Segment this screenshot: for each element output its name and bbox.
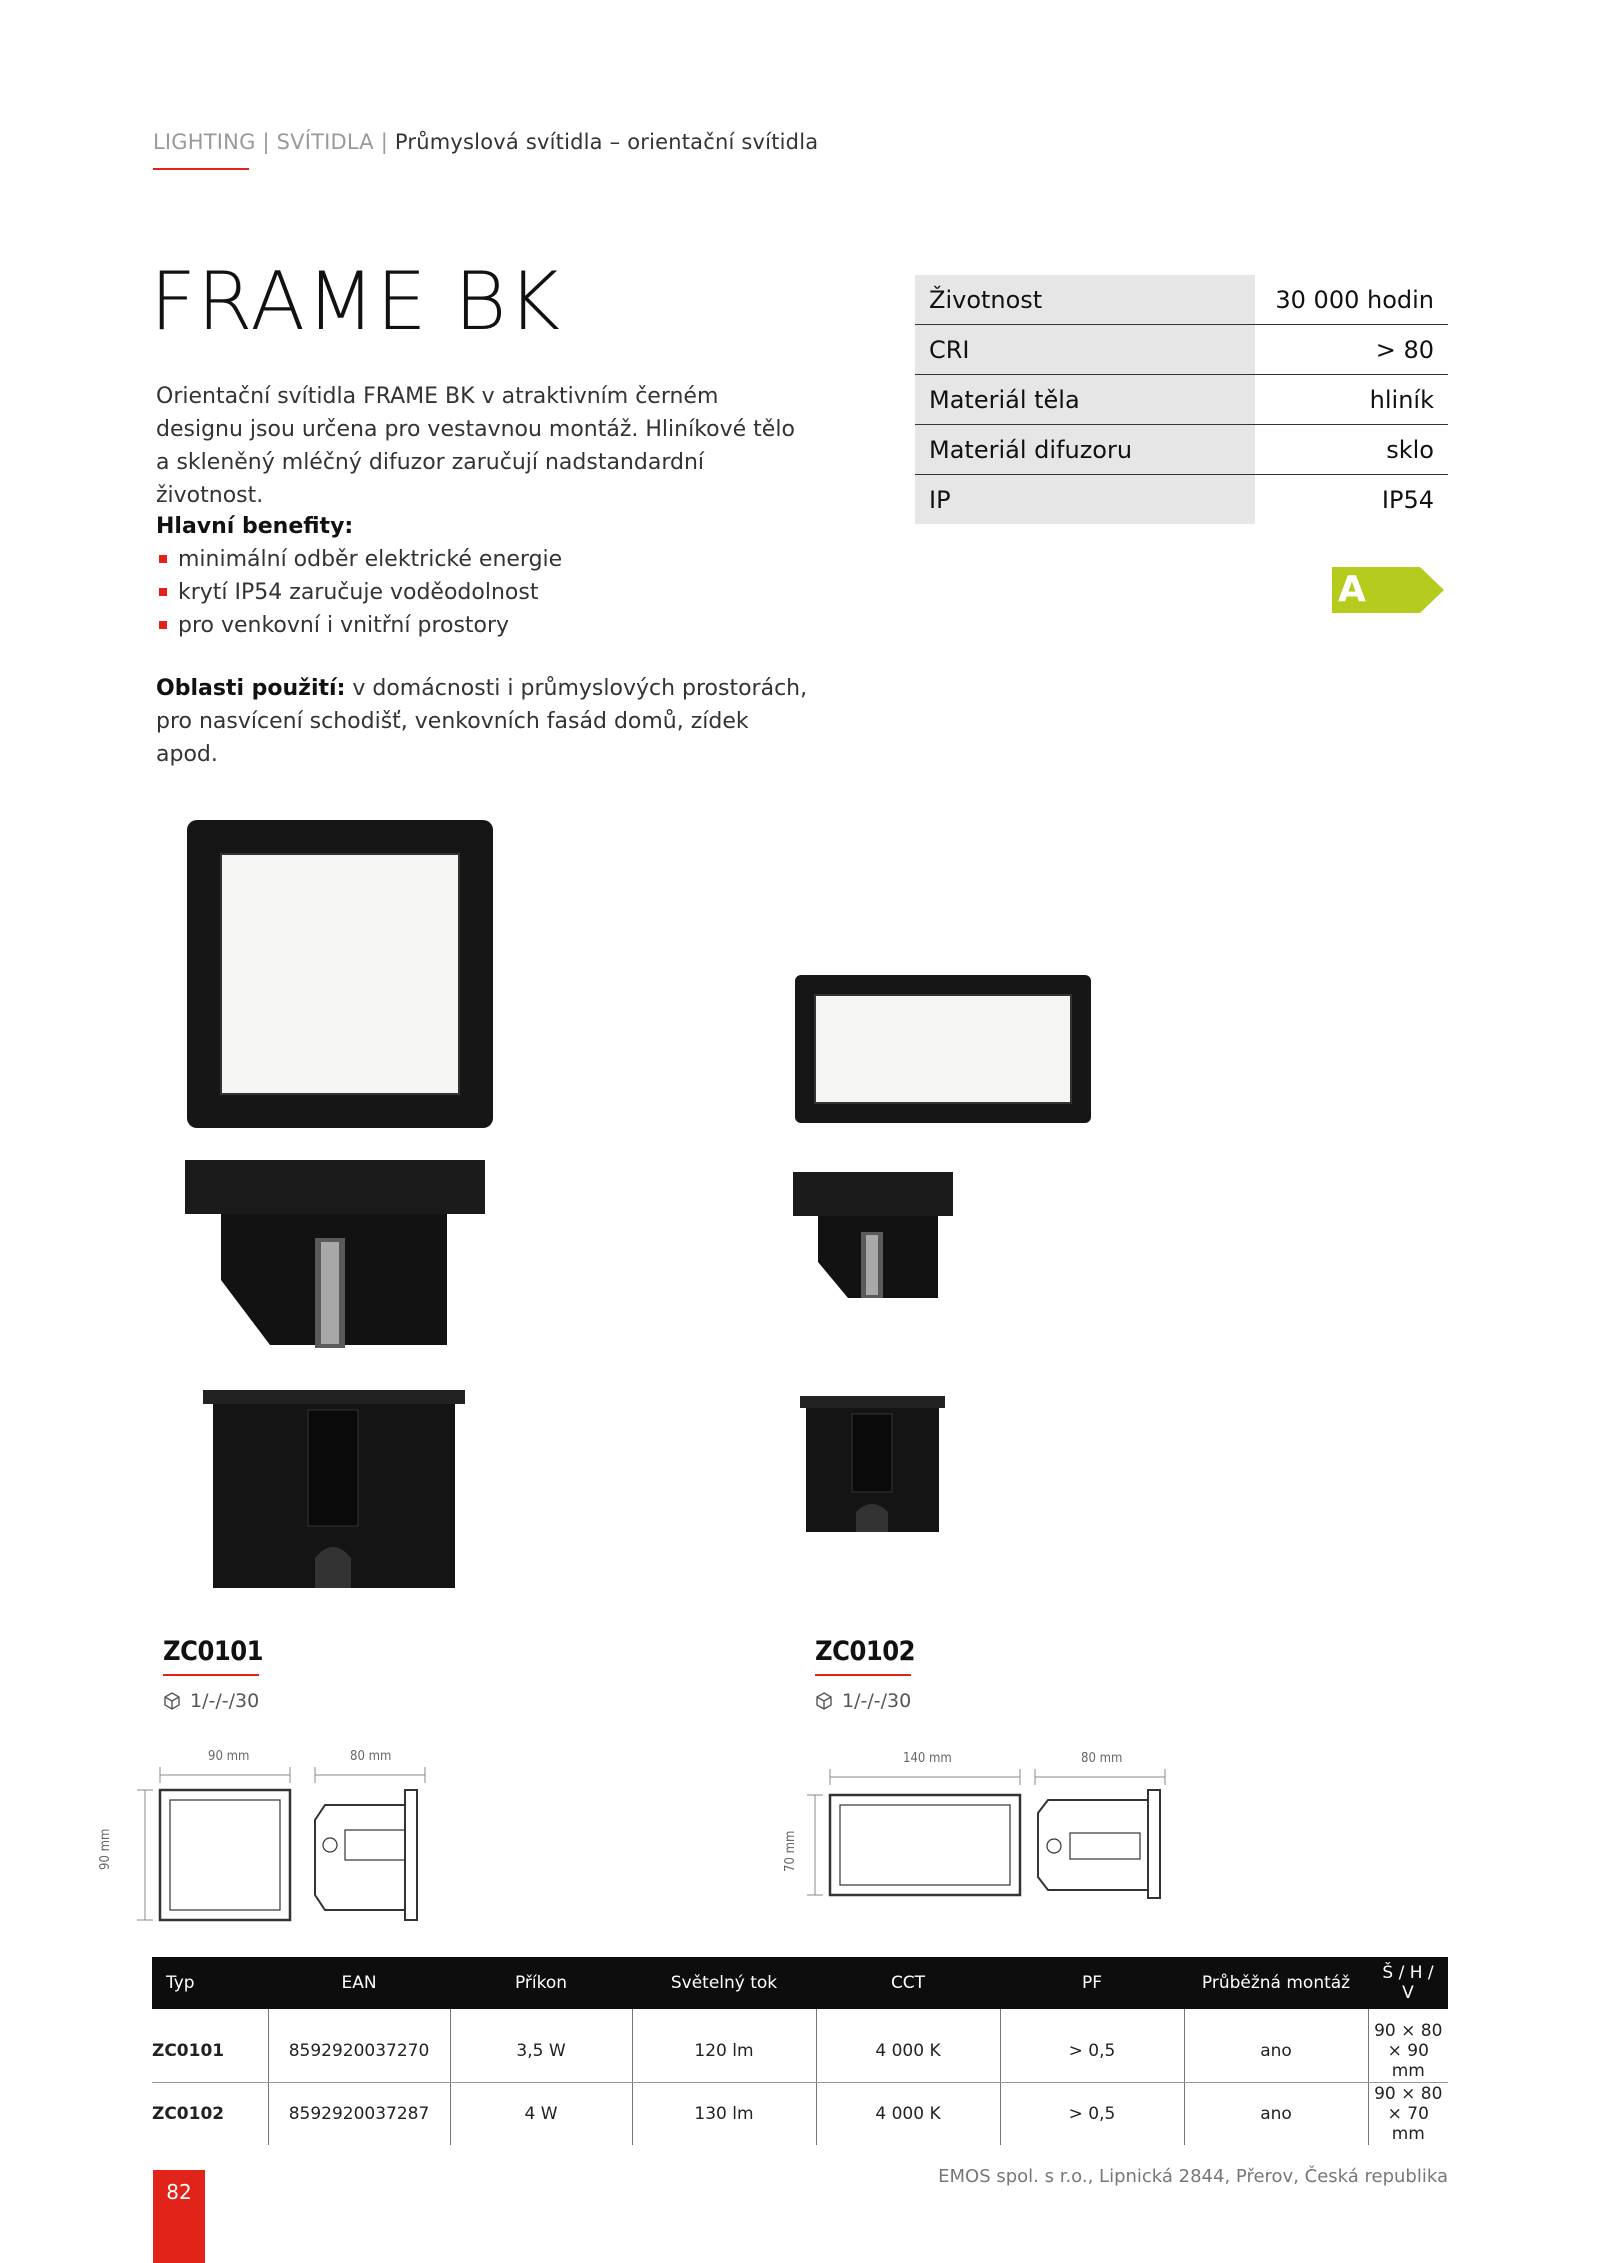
product-photo-zc0102-back: [800, 1396, 945, 1534]
table-cell: > 0,5: [1000, 2083, 1184, 2146]
dimension-label: 140 mm: [903, 1751, 952, 1766]
breadcrumb-underline: [153, 168, 249, 170]
dimension-drawing-zc0101: [115, 1745, 435, 1925]
spec-table: [915, 275, 1448, 524]
benefits-section: [156, 510, 796, 642]
table-cell: 90 × 80 × 90 mm: [1368, 2009, 1448, 2083]
energy-class-label: A: [1338, 569, 1366, 610]
footer-address: EMOS spol. s r.o., Lipnická 2844, Přerov, Česká republika: [938, 2166, 1448, 2187]
table-header-row: [152, 1957, 1448, 2009]
product-photo-zc0102-front: [793, 973, 1093, 1125]
dimension-label: 80 mm: [1081, 1751, 1123, 1766]
table-cell: 8592920037270: [268, 2009, 450, 2083]
table-cell: 90 × 80 × 70 mm: [1368, 2083, 1448, 2146]
breadcrumb-lighting[interactable]: LIGHTING: [153, 130, 256, 154]
breadcrumb-separator: |: [380, 130, 389, 154]
benefits-title: Hlavní benefity:: [156, 514, 354, 539]
dimension-label: 80 mm: [350, 1749, 392, 1764]
spec-key: Materiál těla: [915, 375, 1255, 425]
table-cell: > 0,5: [1000, 2009, 1184, 2083]
list-item: pro venkovní i vnitřní prostory: [156, 609, 796, 642]
product-photo-zc0101-front: [185, 818, 495, 1130]
dimension-label: 90 mm: [98, 1828, 113, 1870]
product-table: [152, 1957, 1448, 2145]
table-cell: 120 lm: [632, 2009, 816, 2083]
model-code-zc0102: ZC0102: [815, 1636, 916, 1667]
dimension-label: 70 mm: [783, 1830, 798, 1872]
table-row: [915, 425, 1448, 475]
spec-value: IP54: [1381, 485, 1434, 514]
page-number: 82: [153, 2170, 205, 2263]
column-header: Světelný tok: [632, 1957, 816, 2009]
spec-value: sklo: [1255, 425, 1448, 475]
spec-key: Materiál difuzoru: [915, 425, 1255, 475]
column-header: Typ: [152, 1957, 268, 2009]
table-cell: 8592920037287: [268, 2083, 450, 2146]
spec-key: Životnost: [915, 275, 1255, 325]
dimension-drawing-zc0102: [770, 1745, 1170, 1915]
column-header: Š / H / V: [1368, 1957, 1448, 2009]
spec-key: CRI: [915, 325, 1255, 375]
breadcrumb-separator: |: [262, 130, 270, 154]
model-underline: [815, 1674, 911, 1676]
model-underline: [163, 1674, 259, 1676]
table-row: [915, 275, 1448, 325]
table-cell: 130 lm: [632, 2083, 816, 2146]
table-cell: 4 000 K: [816, 2009, 1000, 2083]
table-cell: ano: [1184, 2009, 1368, 2083]
column-header: EAN: [268, 1957, 450, 2009]
breadcrumb: [153, 130, 818, 154]
product-intro: Orientační svítidla FRAME BK v atraktivním černém designu jsou určena pro vestavnou montáž. Hliníkové tělo a skleněný mléčný difuzor zaručují nadstandardní životnost.: [156, 384, 795, 508]
table-cell: ano: [1184, 2083, 1368, 2146]
packaging-value: 1/-/-/30: [842, 1690, 912, 1712]
table-row: [152, 2009, 1448, 2083]
table-cell: ZC0102: [152, 2104, 225, 2124]
spec-value: hliník: [1255, 375, 1448, 425]
breadcrumb-current: Průmyslová svítidla – orientační svítidla: [394, 130, 819, 154]
product-photo-zc0101-side: [185, 1160, 485, 1355]
spec-value: 30 000 hodin: [1255, 275, 1448, 325]
column-header: Příkon: [450, 1957, 632, 2009]
dimension-label: 90 mm: [208, 1749, 250, 1764]
list-item: krytí IP54 zaručuje voděodolnost: [156, 576, 796, 609]
column-header: CCT: [816, 1957, 1000, 2009]
table-cell: 4 W: [450, 2083, 632, 2146]
table-cell: ZC0101: [152, 2009, 268, 2083]
spec-value: > 80: [1255, 325, 1448, 375]
table-cell: 4 000 K: [816, 2083, 1000, 2146]
benefits-list: [156, 543, 796, 642]
table-row: [915, 475, 1448, 525]
usage-areas-label: Oblasti použití:: [156, 676, 346, 701]
model-code-zc0101: ZC0101: [163, 1636, 264, 1667]
product-photo-zc0102-side: [793, 1172, 953, 1302]
energy-class-badge: [1332, 567, 1444, 613]
column-header: PF: [1000, 1957, 1184, 2009]
list-item: minimální odběr elektrické energie: [156, 543, 796, 576]
product-photo-zc0101-back: [203, 1390, 465, 1590]
breadcrumb-svitidla[interactable]: SVÍTIDLA: [276, 130, 374, 154]
table-row: [915, 325, 1448, 375]
table-row: [152, 2083, 1448, 2146]
table-row: [915, 375, 1448, 425]
column-header: Průběžná montáž: [1184, 1957, 1368, 2009]
page-title: FRAME BK: [150, 255, 561, 348]
box-icon: [814, 1691, 834, 1711]
usage-areas: [156, 672, 816, 771]
packaging-info: [814, 1690, 911, 1712]
spec-key: IP: [915, 475, 1255, 525]
packaging-info: [162, 1690, 259, 1712]
box-icon: [162, 1691, 182, 1711]
packaging-value: 1/-/-/30: [190, 1690, 260, 1712]
usage-areas-text: v domácnosti i průmyslových prostorách, pro nasvícení schodišť, venkovních fasád domů, zídek apod.: [156, 676, 808, 767]
table-cell: 3,5 W: [450, 2009, 632, 2083]
